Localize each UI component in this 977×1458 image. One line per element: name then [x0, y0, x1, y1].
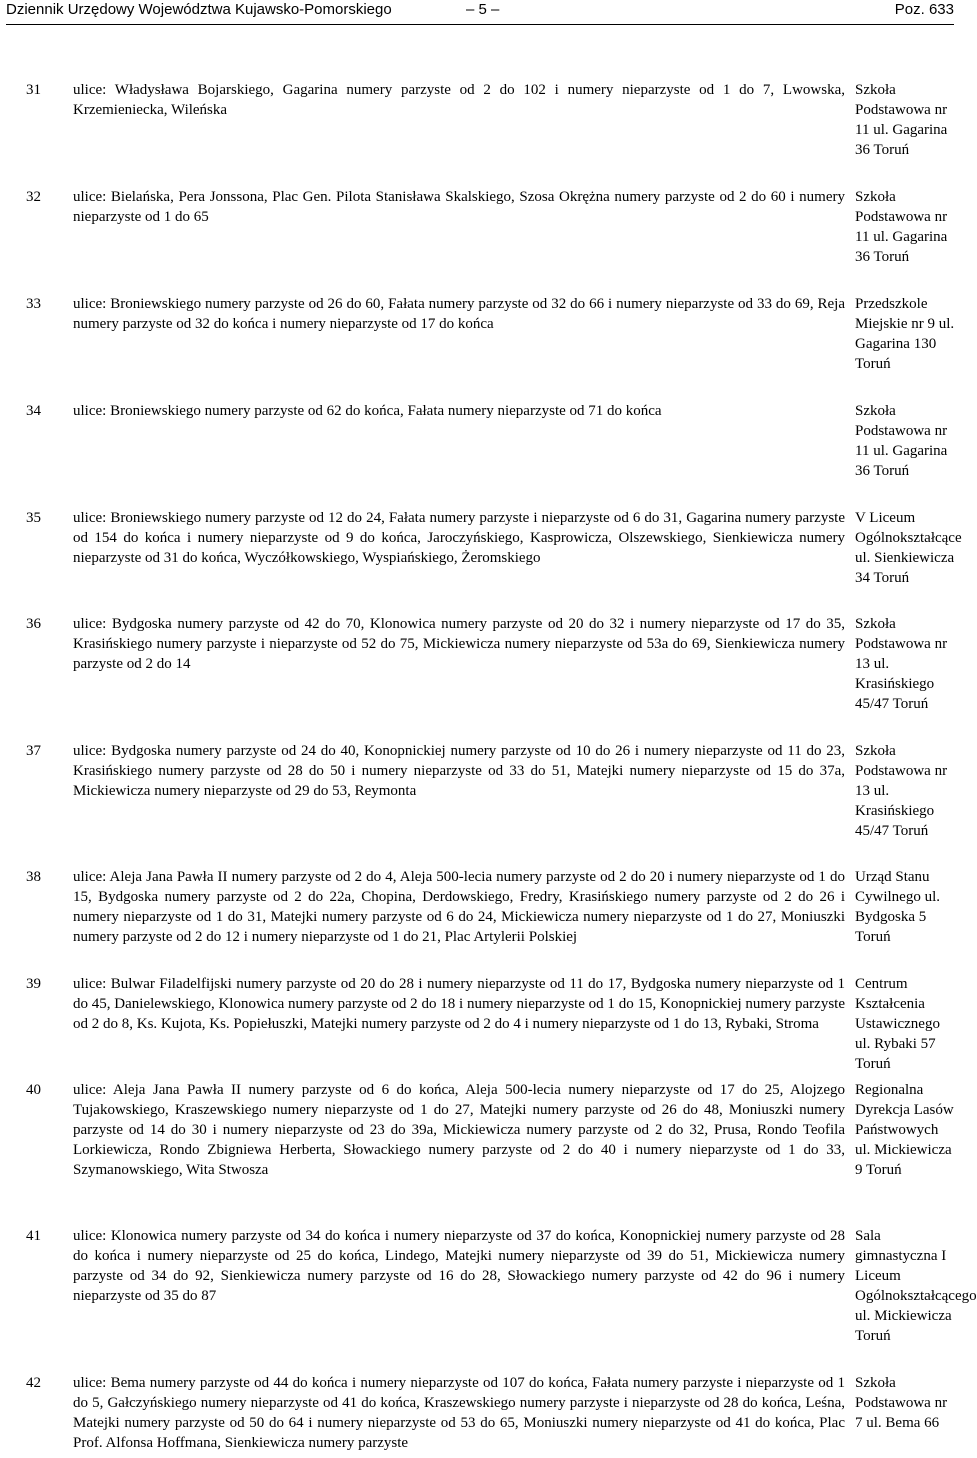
polling-place: Regionalna Dyrekcja Lasów Państwowych ul. Mickiewicza 9 Toruń: [855, 1082, 954, 1178]
district-number: 40: [26, 1082, 41, 1098]
district-number: 37: [26, 743, 41, 759]
district-streets: ulice: Klonowica numery parzyste od 34 do końca i numery nieparzyste od 37 do końca, Konopnickiej numery parzyste od 28 do końca i numery nieparzyste od 25 do końca, Lindego, Matejki numery nieparzyste od 39 do 51, Mickiewicza numery parzyste od 34 do 92, Sienkiewicza numery parzyste od 16 do 28, Słowackiego numery parzyste od 42 do 96 i numery nieparzyste od 35 do 87: [73, 1228, 845, 1304]
polling-place: Centrum Kształcenia Ustawicznego ul. Rybaki 57 Toruń: [855, 976, 940, 1072]
polling-place: Szkoła Podstawowa nr 7 ul. Bema 66: [855, 1375, 948, 1431]
polling-place: Przedszkole Miejskie nr 9 ul. Gagarina 130 Toruń: [855, 296, 955, 372]
polling-place: Szkoła Podstawowa nr 11 ul. Gagarina 36 Toruń: [855, 189, 948, 265]
district-streets: ulice: Władysława Bojarskiego, Gagarina numery parzyste od 2 do 102 i numery nieparzyste od 1 do 7, Lwowska, Krzemieniecka, Wileńska: [73, 82, 845, 118]
district-streets: ulice: Broniewskiego numery parzyste od 12 do 24, Fałata numery parzyste i nieparzyste od 6 do 31, Gagarina numery parzyste od 154 do końca i numery nieparzyste od 9 do końca, Jaroczyńskiego, Kasprowicza, Olszewskiego, Sienkiewicza numery nieparzyste od 31 do końca, Wyczółkowskiego, Wyspiańskiego, Żeromskiego: [73, 510, 845, 566]
page-header: [6, 0, 954, 22]
header-rule: [6, 24, 954, 25]
district-number: 33: [26, 296, 41, 312]
polling-place: Szkoła Podstawowa nr 13 ul. Krasińskiego 45/47 Toruń: [855, 616, 948, 712]
polling-place: Szkoła Podstawowa nr 11 ul. Gagarina 36 Toruń: [855, 82, 948, 158]
district-number: 31: [26, 82, 41, 98]
polling-place: Urząd Stanu Cywilnego ul. Bydgoska 5 Toruń: [855, 869, 940, 945]
district-streets: ulice: Aleja Jana Pawła II numery parzyste od 6 do końca, Aleja 500-lecia numery nieparzyste od 17 do 25, Alojzego Tujakowskiego, Kraszewskiego numery nieparzyste od 1 do 27, Matejki numery parzyste od 26 do 48, Moniuszki numery parzyste od 14 do 30 i numery nieparzyste od 23 do 39a, Mickiewicza numery parzyste od 2 do 32, Prusa, Rondo Teofila Lorkiewicza, Rondo Zbigniewa Herberta, Słowackiego numery parzyste od 2 do 40 i numery nieparzyste od 1 do 33, Szymanowskiego, Wita Stwosza: [73, 1082, 845, 1178]
district-number: 34: [26, 403, 41, 419]
district-streets: ulice: Bielańska, Pera Jonssona, Plac Gen. Pilota Stanisława Skalskiego, Szosa Okrężna numery parzyste od 2 do 60 i numery nieparzyste od 1 do 65: [73, 189, 845, 225]
district-number: 35: [26, 510, 41, 526]
district-streets: ulice: Bydgoska numery parzyste od 24 do 40, Konopnickiej numery parzyste od 10 do 26 i numery nieparzyste od 11 do 23, Krasińskiego numery parzyste od 28 do 50 i numery nieparzyste od 33 do 51, Matejki numery nieparzyste od 15 do 37a, Mickiewicza numery nieparzyste od 29 do 53, Reymonta: [73, 743, 845, 799]
district-number: 41: [26, 1228, 41, 1244]
district-number: 36: [26, 616, 41, 632]
district-number: 38: [26, 869, 41, 885]
position-number: Poz. 633: [894, 1, 954, 18]
journal-title: Dziennik Urzędowy Województwa Kujawsko-Pomorskiego: [6, 1, 392, 18]
district-streets: ulice: Bulwar Filadelfijski numery parzyste od 20 do 28 i numery nieparzyste od 11 do 17, Bydgoska numery nieparzyste od 1 do 45, Danielewskiego, Klonowica numery parzyste od 2 do 18 i numery nieparzyste od 1 do 15, Konopnickiej numery parzyste od 2 do 8, Ks. Kujota, Ks. Popiełuszki, Matejki numery parzyste od 2 do 4 i numery nieparzyste od 1 do 13, Rybaki, Stroma: [73, 976, 845, 1032]
polling-place: Szkoła Podstawowa nr 11 ul. Gagarina 36 Toruń: [855, 403, 948, 479]
district-streets: ulice: Broniewskiego numery parzyste od 62 do końca, Fałata numery nieparzyste od 71 do końca: [73, 403, 662, 419]
district-number: 42: [26, 1375, 41, 1391]
polling-place: Szkoła Podstawowa nr 13 ul. Krasińskiego 45/47 Toruń: [855, 743, 948, 839]
district-streets: ulice: Bydgoska numery parzyste od 42 do 70, Klonowica numery parzyste od 20 do 32 i numery nieparzyste od 17 do 35, Krasińskiego numery parzyste i nieparzyste od 52 do 75, Mickiewicza numery nieparzyste od 53a do 69, Sienkiewicza numery parzyste od 2 do 14: [73, 616, 845, 672]
district-streets: ulice: Bema numery parzyste od 44 do końca i numery nieparzyste od 107 do końca, Fałata numery parzyste i nieparzyste od 1 do 5, Gałczyńskiego numery nieparzyste od 41 do końca, Kraszewskiego numery parzyste i nieparzyste od 28 do końca, Leśna, Matejki numery parzyste od 50 do 64 i numery nieparzyste od 53 do 65, Moniuszki numery nieparzyste od 41 do końca, Plac Prof. Alfonsa Hoffmana, Sienkiewicza numery parzyste: [73, 1375, 845, 1451]
polling-place: Sala gimnastyczna I Liceum Ogólnokształcącego ul. Mickiewicza Toruń: [855, 1228, 977, 1344]
district-number: 39: [26, 976, 41, 992]
district-number: 32: [26, 189, 41, 205]
page-number: – 5 –: [466, 1, 500, 18]
district-streets: ulice: Aleja Jana Pawła II numery parzyste od 2 do 4, Aleja 500-lecia numery parzyste od 2 do 20 i numery nieparzyste od 1 do 15, Bydgoska numery parzyste od 2 do 22a, Chopina, Derdowskiego, Fredry, Krasińskiego numery parzyste od 2 do 26 i numery nieparzyste od 1 do 31, Matejki numery parzyste od 6 do 24, Mickiewicza numery nieparzyste od 1 do 27, Moniuszki numery parzyste od 2 do 12 i numery nieparzyste od 1 do 21, Plac Artylerii Polskiej: [73, 869, 845, 945]
polling-place: V Liceum Ogólnokształcące ul. Sienkiewicza 34 Toruń: [855, 510, 962, 586]
district-streets: ulice: Broniewskiego numery parzyste od 26 do 60, Fałata numery parzyste od 32 do 66 i numery nieparzyste od 33 do 69, Reja numery parzyste od 32 do końca i numery nieparzyste od 17 do końca: [73, 296, 845, 332]
